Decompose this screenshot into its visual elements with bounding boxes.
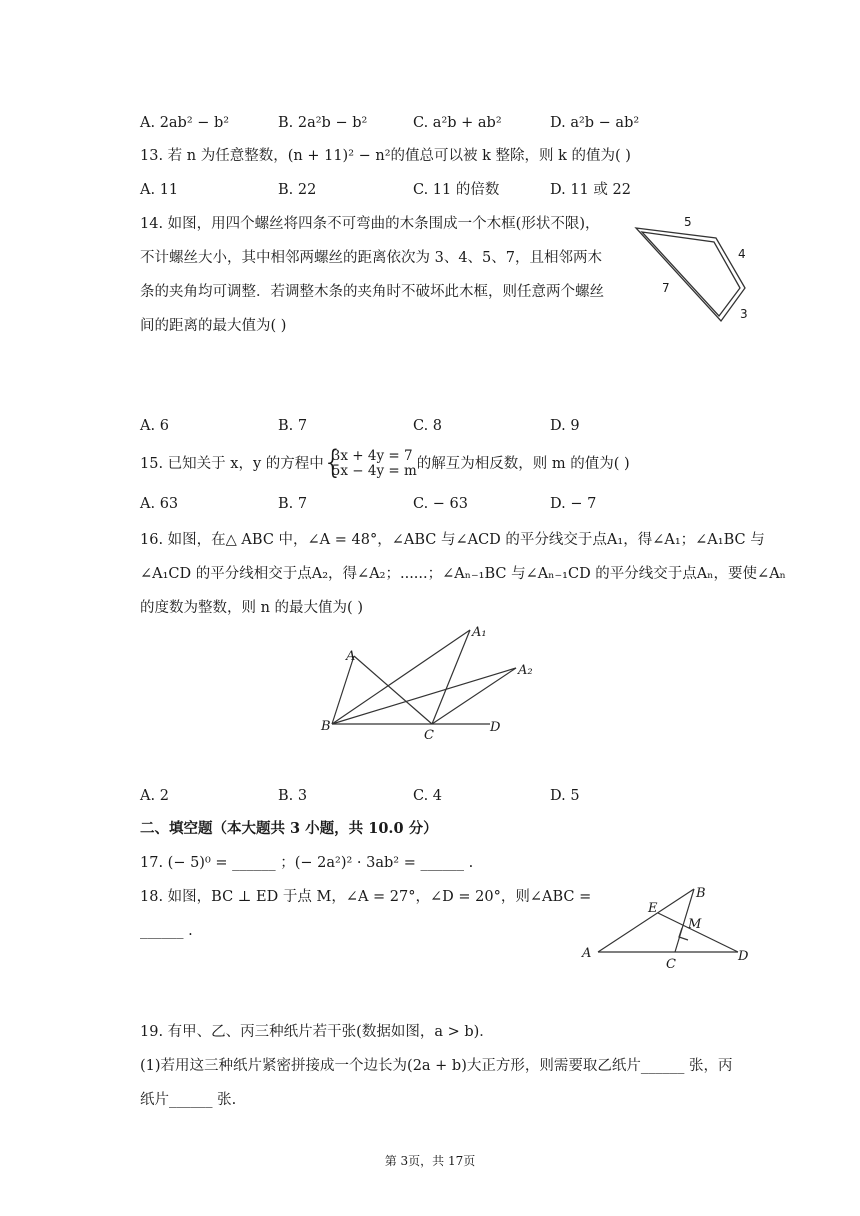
q18-label-c: C xyxy=(666,957,676,972)
q15-option-a: A. 63 xyxy=(140,496,179,512)
q16-label-a1: A₁ xyxy=(472,625,487,640)
q16-line-2: ∠A₁CD 的平分线相交于点A₂，得∠A₂；......；∠Aₙ₋₁BC 与∠Aₙ₋₁CD 的平分线交于点Aₙ，要使∠Aₙ xyxy=(140,566,786,582)
q14-option-d: D. 9 xyxy=(550,418,580,434)
q12-option-a: A. 2ab² − b² xyxy=(140,115,230,131)
q15-eq1: { 3x + 4y = 7 xyxy=(331,448,413,464)
q14-line-1: 14. 如图，用四个螺丝将四条不可弯曲的木条围成一个木框(形状不限)， xyxy=(140,216,600,232)
q18-line-1: 18. 如图，BC ⊥ ED 于点 M，∠A = 27°，∠D = 20°，则∠ABC = xyxy=(140,889,592,905)
q15-pre: 15. 已知关于 x，y 的方程中 xyxy=(140,456,324,472)
q16-line-1: 16. 如图，在△ ABC 中，∠A = 48°，∠ABC 与∠ACD 的平分线交于点A₁，得∠A₁；∠A₁BC 与 xyxy=(140,532,765,548)
q13-option-d: D. 11 或 22 xyxy=(550,182,631,198)
q13-option-c: C. 11 的倍数 xyxy=(413,182,500,198)
q14-label-4: 4 xyxy=(738,247,746,261)
q15-equation-system xyxy=(324,449,417,479)
q14-label-3: 3 xyxy=(740,307,748,321)
q16-option-d: D. 5 xyxy=(550,788,580,804)
q13-stem: 13. 若 n 为任意整数，(n + 11)² − n²的值总可以被 k 整除，则 k 的值为( ) xyxy=(140,148,631,164)
q16-label-b: B xyxy=(321,719,331,734)
q14-line-4: 间的距离的最大值为( ) xyxy=(140,318,287,334)
section-2-heading: 二、填空题（本大题共 3 小题，共 10.0 分） xyxy=(140,820,438,837)
q15-option-d: D. − 7 xyxy=(550,496,597,512)
q14-option-a: A. 6 xyxy=(140,418,169,434)
q16-option-c: C. 4 xyxy=(413,788,443,804)
q15-option-c: C. − 63 xyxy=(413,496,469,512)
q14-frame-figure xyxy=(628,208,758,333)
q13-option-a: A. 11 xyxy=(140,182,179,198)
q16-option-a: A. 2 xyxy=(140,788,169,804)
q15-post: 的解互为相反数，则 m 的值为( ) xyxy=(416,456,630,472)
q13-option-b: B. 22 xyxy=(278,182,317,198)
q15-eq2: 5x − 4y = m xyxy=(331,463,417,479)
q18-label-m: M xyxy=(688,917,702,932)
q18-figure xyxy=(578,880,754,972)
q14-line-3: 条的夹角均可调整．若调整木条的夹角时不破坏此木框，则任意两个螺丝 xyxy=(140,284,604,300)
q17-stem: 17. (− 5)⁰ = ______ ；(− 2a²)² · 3ab² = ______ . xyxy=(140,855,474,871)
q14-label-5: 5 xyxy=(684,215,692,229)
q18-line-2: ______ . xyxy=(140,923,193,939)
q14-option-c: C. 8 xyxy=(413,418,443,434)
q18-label-a: A xyxy=(582,946,592,961)
q12-option-d: D. a²b − ab² xyxy=(550,115,640,131)
q15-stem xyxy=(140,448,630,480)
q16-label-a: A xyxy=(346,649,356,664)
q16-option-b: B. 3 xyxy=(278,788,308,804)
q14-option-b: B. 7 xyxy=(278,418,308,434)
q15-option-b: B. 7 xyxy=(278,496,308,512)
q12-option-b: B. 2a²b − b² xyxy=(278,115,368,131)
q19-line-2: (1)若用这三种纸片紧密拼接成一个边长为(2a + b)大正方形，则需要取乙纸片______ 张，丙 xyxy=(140,1058,733,1074)
q14-line-2: 不计螺丝大小，其中相邻两螺丝的距离依次为 3、4、5、7，且相邻两木 xyxy=(140,250,603,266)
q16-label-c: C xyxy=(424,728,434,742)
q19-line-3: 纸片______ 张. xyxy=(140,1092,237,1108)
q18-label-d: D xyxy=(738,949,749,964)
q12-option-c: C. a²b + ab² xyxy=(413,115,502,131)
q14-label-7: 7 xyxy=(662,281,670,295)
q16-triangle-figure xyxy=(318,620,548,742)
q16-label-d: D xyxy=(490,720,501,735)
q19-line-1: 19. 有甲、乙、丙三种纸片若干张(数据如图，a > b)． xyxy=(140,1024,494,1040)
q16-label-a2: A₂ xyxy=(518,663,533,678)
q18-label-e: E xyxy=(648,901,658,916)
page-footer: 第 3页，共 17页 xyxy=(384,1154,476,1168)
q16-line-3: 的度数为整数，则 n 的最大值为( ) xyxy=(140,600,363,616)
q18-label-b: B xyxy=(696,886,706,901)
